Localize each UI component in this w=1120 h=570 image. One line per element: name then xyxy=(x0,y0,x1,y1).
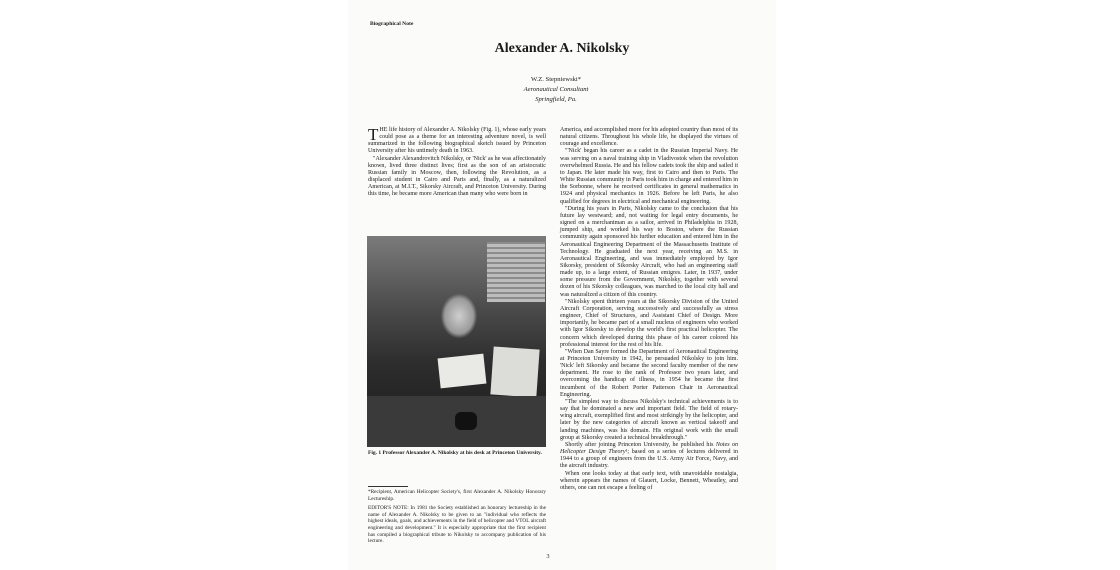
paragraph-text: Shortly after joining Princeton University, he published his xyxy=(565,441,716,448)
paragraph: "Alexander Alexandrovitch Nikolsky, or 'Nick' as he was affectionately known, lived three distinct lives; first as the son of an aristocratic Russian family in Moscow, then, following the Revolution, as a displaced student in Cairo and Paris and, finally, as a naturalized American, at M.I.T., Sikorsky Aircraft, and Princeton University. During this time, he became more American than many who were born in xyxy=(368,155,546,198)
document-page xyxy=(348,0,776,570)
desk-paper-shape xyxy=(438,354,487,389)
drop-cap: T xyxy=(368,125,379,144)
paragraph: When one looks today at that early text, with unavoidable nostalgia, wherein appears the names of Glauert, Locke, Bennett, Wheatley, and others, one can not escape a feeling of xyxy=(560,470,738,491)
footnotes xyxy=(368,486,546,548)
portrait-photo xyxy=(367,236,546,447)
section-label: Biographical Note xyxy=(370,21,414,27)
footnote-rule xyxy=(368,486,408,487)
telephone-shape xyxy=(455,412,477,430)
paragraph: "During his years in Paris, Nikolsky came to the conclusion that his future lay westward; and, not waiting for legal entry documents, he signed on a merchantman as a sailor, arrived in Philadelphia in 1928, jumped ship, and worked his way to Boston, where the Russian community again sponsored his further education and entered him in the Aeronautical Engineering Department of the Massachusetts Institute of Technology. He graduated the next year, receiving an M.S. in Aeronautical Engineering, and was immediately employed by Igor Sikorsky, president of Sikorsky Aircraft, who had an engineering staff made up, to a large extent, of Russian emigres. Later, in 1937, under some pressure from the Government, Nikolsky, together with several dozen of his Sikorsky colleagues, was marched to the local city hall and was naturalized a citizen of this country. xyxy=(560,205,738,298)
left-column-top xyxy=(368,127,546,199)
book-title: Notes on Helicopter Design Theory xyxy=(560,441,738,456)
paragraph: "When Dan Sayre formed the Department of Aeronautical Engineering at Princeton University in 1942, he persuaded Nikolsky to join him. 'Nick' left Sikorsky and became the second faculty member of the new department. He rose to the rank of Professor two years later, and overcoming the handicap of illness, in 1954 he became the first incumbent of the Robert Porter Patterson Chair in Aeronautical Engineering. xyxy=(560,348,738,398)
page-number: 3 xyxy=(546,553,550,560)
paragraph-text: ¹; based on a series of lectures delivered in 1944 to a group of engineers from the U.S. Army Air Force, Navy, and the aircraft industry. xyxy=(560,449,738,470)
author-location: Springfield, Pa. xyxy=(535,95,577,103)
editors-note: EDITOR'S NOTE: In 1981 the Society established an honorary lectureship in the name of Alexander A. Nikolsky to be given to an "individual who reflects the highest ideals, goals, and achievements in the field of helicopter and VTOL aircraft engineering and development." It is especially appropriate that the first recipient has compiled a biographical tribute to Nikolsky to accompany publication of his lecture. xyxy=(368,505,546,545)
desk-paper-shape xyxy=(490,346,539,397)
paragraph xyxy=(368,127,546,156)
author-affiliation: Aeronautical Consultant xyxy=(523,85,589,93)
paragraph: "The simplest way to discuss Nikolsky's technical achievements is to say that he dominated a new and important field. The field of rotary-wing aircraft, exemplified first and most strikingly by the helicopter, and later by the new categories of aircraft known as vertical takeoff and landing machines, was his domain. His original work with the small group at Sikorsky created a technical breakthrough." xyxy=(560,398,738,441)
author-name: W.Z. Stepniewski* xyxy=(530,76,582,83)
paragraph: "Nikolsky spent thirteen years at the Sikorsky Division of the United Aircraft Corporation, serving successively and successfully as stress engineer, Chief of Structures, and Assistant Chief of Design. More importantly, he became part of a small nucleus of engineers who worked with Igor Sikorsky to develop the world's first practical helicopter. The concern which developed during this phase of his career colored his professional interest for the rest of his life. xyxy=(560,298,738,348)
byline xyxy=(348,75,764,104)
right-column xyxy=(560,127,738,492)
figure-caption: Fig. 1 Professor Alexander A. Nikolsky at his desk at Princeton University. xyxy=(368,450,542,456)
bookshelf-shape xyxy=(487,242,545,302)
paragraph-text: HE life history of Alexander A. Nikolsky (Fig. 1), whose early years could pose as a theme for an interesting adventure novel, is well summarized in the following biographical sketch issued by Princeton University after his untimely death in 1963. xyxy=(368,127,546,155)
footnote-recipient: *Recipient, American Helicopter Society's, first Alexander A. Nikolsky Honorary Lectureship. xyxy=(368,489,546,502)
paragraph: "'Nick' began his career as a cadet in the Russian Imperial Navy. He was serving on a naval training ship in Vladivostok when the revolution overwhelmed Russia. He and his fellow cadets took the ship and sailed it to Japan. He later made his way, first to Cairo and then to Paris. The White Russian community in Paris took him in charge and entered him in the Sorbonne, where he received certificates in general mathematics in 1924 and physical mechanics in 1926. Before he left Paris, he also qualified for degrees in electrical and mechanical engineering. xyxy=(560,148,738,205)
paragraph xyxy=(560,442,738,471)
article-title: Alexander A. Nikolsky xyxy=(494,41,630,56)
paragraph: America, and accomplished more for his adopted country than most of its natural citizens. Throughout his whole life, he displayed the virtues of courage and excellence. xyxy=(560,127,738,148)
